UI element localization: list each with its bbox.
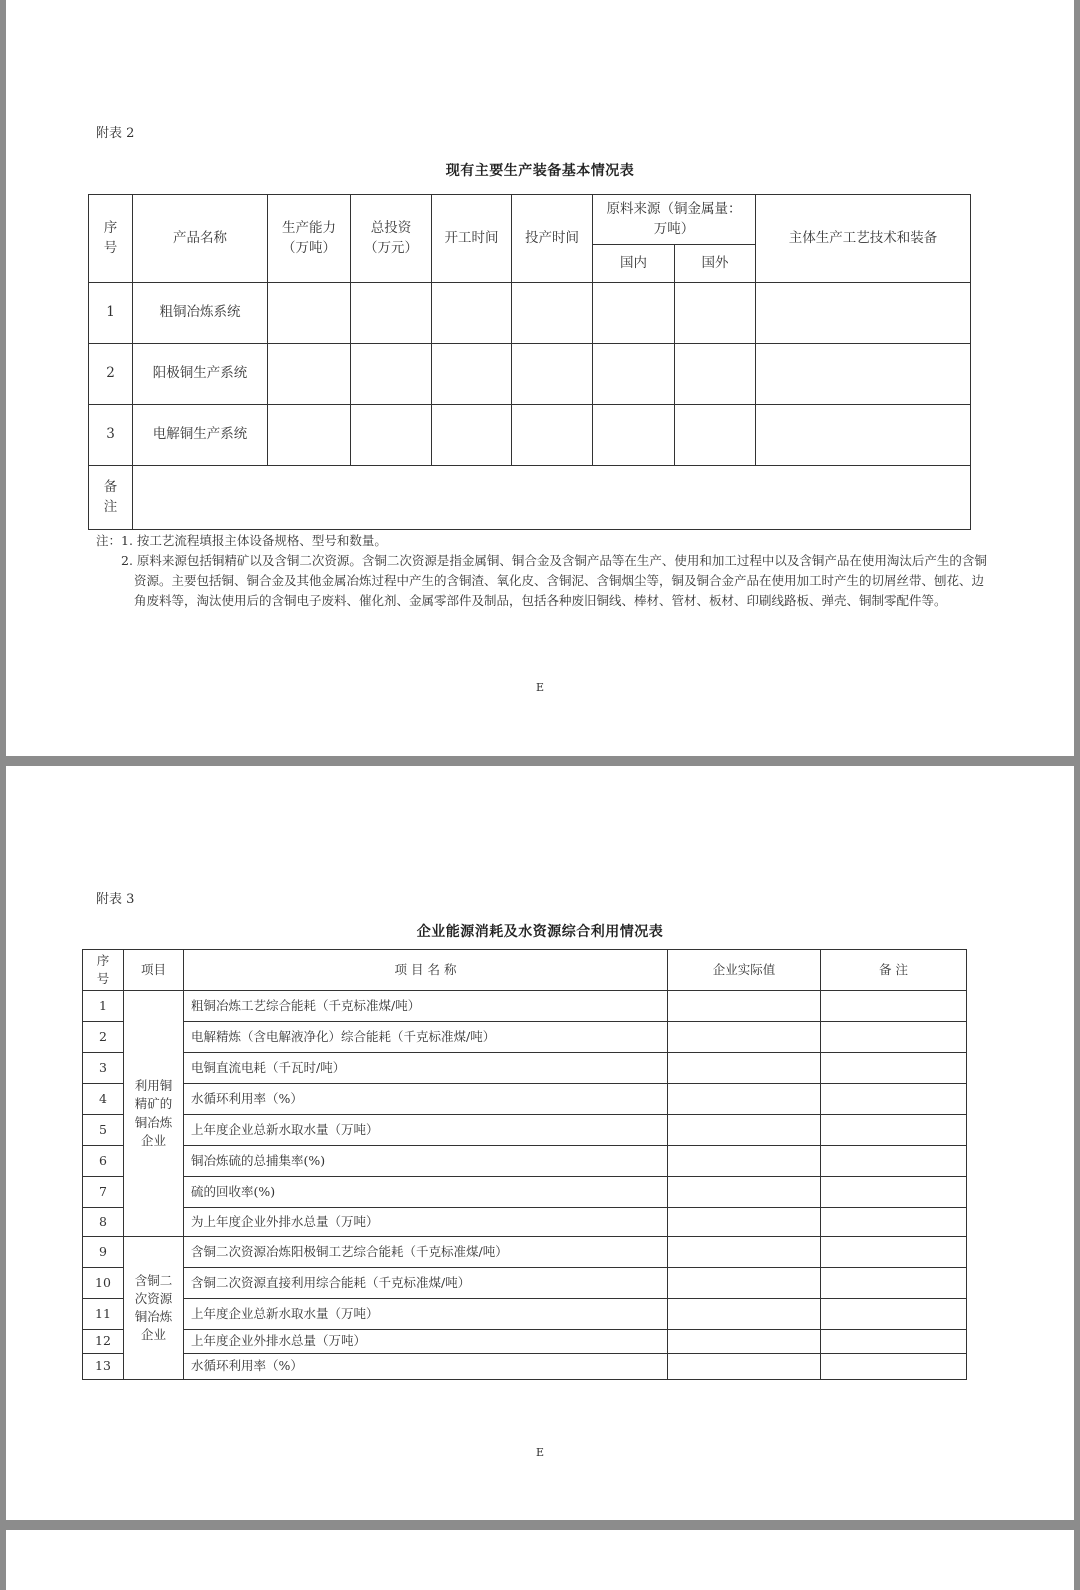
document-page-3 (6, 1530, 1074, 1590)
note-1: 注：1. 按工艺流程填报主体设备规格、型号和数量。 (96, 533, 387, 548)
remarks-row (89, 466, 971, 530)
header-start-time: 开工时间 (432, 195, 512, 283)
row-item-name: 粗铜冶炼工艺综合能耗（千克标准煤/吨） (184, 991, 668, 1022)
table-row (83, 1177, 967, 1208)
header-investment: 总投资（万元） (351, 195, 432, 283)
table-row (83, 1208, 967, 1237)
row-item-name: 铜冶炼硫的总捕集率(%) (184, 1146, 668, 1177)
page-number: E (535, 1446, 545, 1459)
row-seq: 7 (83, 1177, 124, 1208)
row-product-name: 粗铜冶炼系统 (133, 283, 268, 344)
table-row (83, 1115, 967, 1146)
header-product-name: 产品名称 (133, 195, 268, 283)
row-item-name: 硫的回收率(%) (184, 1177, 668, 1208)
row-item-name: 水循环利用率（%） (184, 1354, 668, 1380)
row-item-name: 上年度企业外排水总量（万吨） (184, 1330, 668, 1354)
row-seq: 6 (83, 1146, 124, 1177)
table-row (83, 1268, 967, 1299)
table-title: 企业能源消耗及水资源综合利用情况表 (416, 924, 664, 940)
header-raw-source: 原料来源（铜金属量：万吨） (593, 195, 756, 245)
header-item: 项目 (124, 950, 184, 991)
note-2: 2. 原料来源包括铜精矿以及含铜二次资源。含铜二次资源是指金属铜、铜合金及含铜产品等在生产、使用和加工过程中以及含铜产品在使用淘汰后产生的含铜资源。主要包括铜、铜合金及其他金属冶炼过程中产生的含铜渣、氧化皮、含铜泥、含铜烟尘等，铜及铜合金产品在使用加工时产生的切屑丝带、刨花、边角废料等，淘汰使用后的含铜电子废料、催化剂、金属零部件及制品，包括各种废旧铜线、棒材、管材、板材、印刷线路板、弹壳、铜制零配件等。 (121, 553, 987, 608)
header-process: 主体生产工艺技术和装备 (756, 195, 971, 283)
row-item-name: 电解精炼（含电解液净化）综合能耗（千克标准煤/吨） (184, 1022, 668, 1053)
row-item-name: 含铜二次资源冶炼阳极铜工艺综合能耗（千克标准煤/吨） (184, 1237, 668, 1268)
document-page-1 (6, 0, 1074, 756)
appendix-label: 附表 3 (96, 892, 135, 907)
row-item-name: 水循环利用率（%） (184, 1084, 668, 1115)
row-seq: 2 (83, 1022, 124, 1053)
table-row (83, 1354, 967, 1380)
row-seq: 9 (83, 1237, 124, 1268)
header-seq: 序号 (89, 195, 133, 283)
header-seq: 序号 (83, 950, 124, 991)
row-seq: 1 (83, 991, 124, 1022)
row-product-name: 电解铜生产系统 (133, 405, 268, 466)
equipment-table (88, 194, 971, 530)
appendix-label: 附表 2 (96, 126, 135, 141)
row-seq: 5 (83, 1115, 124, 1146)
header-item-name: 项 目 名 称 (184, 950, 668, 991)
row-item-name: 为上年度企业外排水总量（万吨） (184, 1208, 668, 1237)
page-number: E (535, 681, 545, 694)
row-seq: 11 (83, 1299, 124, 1330)
table-row (83, 1022, 967, 1053)
header-capacity: 生产能力（万吨） (268, 195, 351, 283)
table-row (89, 283, 971, 344)
table-row (83, 1084, 967, 1115)
row-item-name: 上年度企业总新水取水量（万吨） (184, 1299, 668, 1330)
group-copper-concentrate: 利用铜精矿的铜冶炼企业 (124, 991, 184, 1237)
table-notes (96, 531, 994, 611)
header-actual-value: 企业实际值 (668, 950, 821, 991)
header-domestic: 国内 (593, 245, 675, 283)
table-row (83, 1146, 967, 1177)
table-title: 现有主要生产装备基本情况表 (445, 163, 635, 179)
row-product-name: 阳极铜生产系统 (133, 344, 268, 405)
remarks-label: 备注 (89, 466, 133, 530)
header-foreign: 国外 (675, 245, 756, 283)
row-seq: 4 (83, 1084, 124, 1115)
row-item-name: 上年度企业总新水取水量（万吨） (184, 1115, 668, 1146)
header-production-time: 投产时间 (512, 195, 593, 283)
table-row (89, 344, 971, 405)
header-remarks: 备 注 (821, 950, 967, 991)
table-row (89, 405, 971, 466)
row-seq: 3 (89, 405, 133, 466)
row-seq: 10 (83, 1268, 124, 1299)
row-seq: 8 (83, 1208, 124, 1237)
table-row (83, 1053, 967, 1084)
row-seq: 2 (89, 344, 133, 405)
table-row (83, 1299, 967, 1330)
energy-table (82, 949, 967, 1380)
table-row (83, 991, 967, 1022)
table-row (83, 1237, 967, 1268)
table-row (83, 1330, 967, 1354)
row-seq: 12 (83, 1330, 124, 1354)
row-seq: 1 (89, 283, 133, 344)
row-seq: 13 (83, 1354, 124, 1380)
row-seq: 3 (83, 1053, 124, 1084)
row-item-name: 含铜二次资源直接利用综合能耗（千克标准煤/吨） (184, 1268, 668, 1299)
row-item-name: 电铜直流电耗（千瓦时/吨） (184, 1053, 668, 1084)
group-secondary-copper: 含铜二次资源铜冶炼企业 (124, 1237, 184, 1380)
